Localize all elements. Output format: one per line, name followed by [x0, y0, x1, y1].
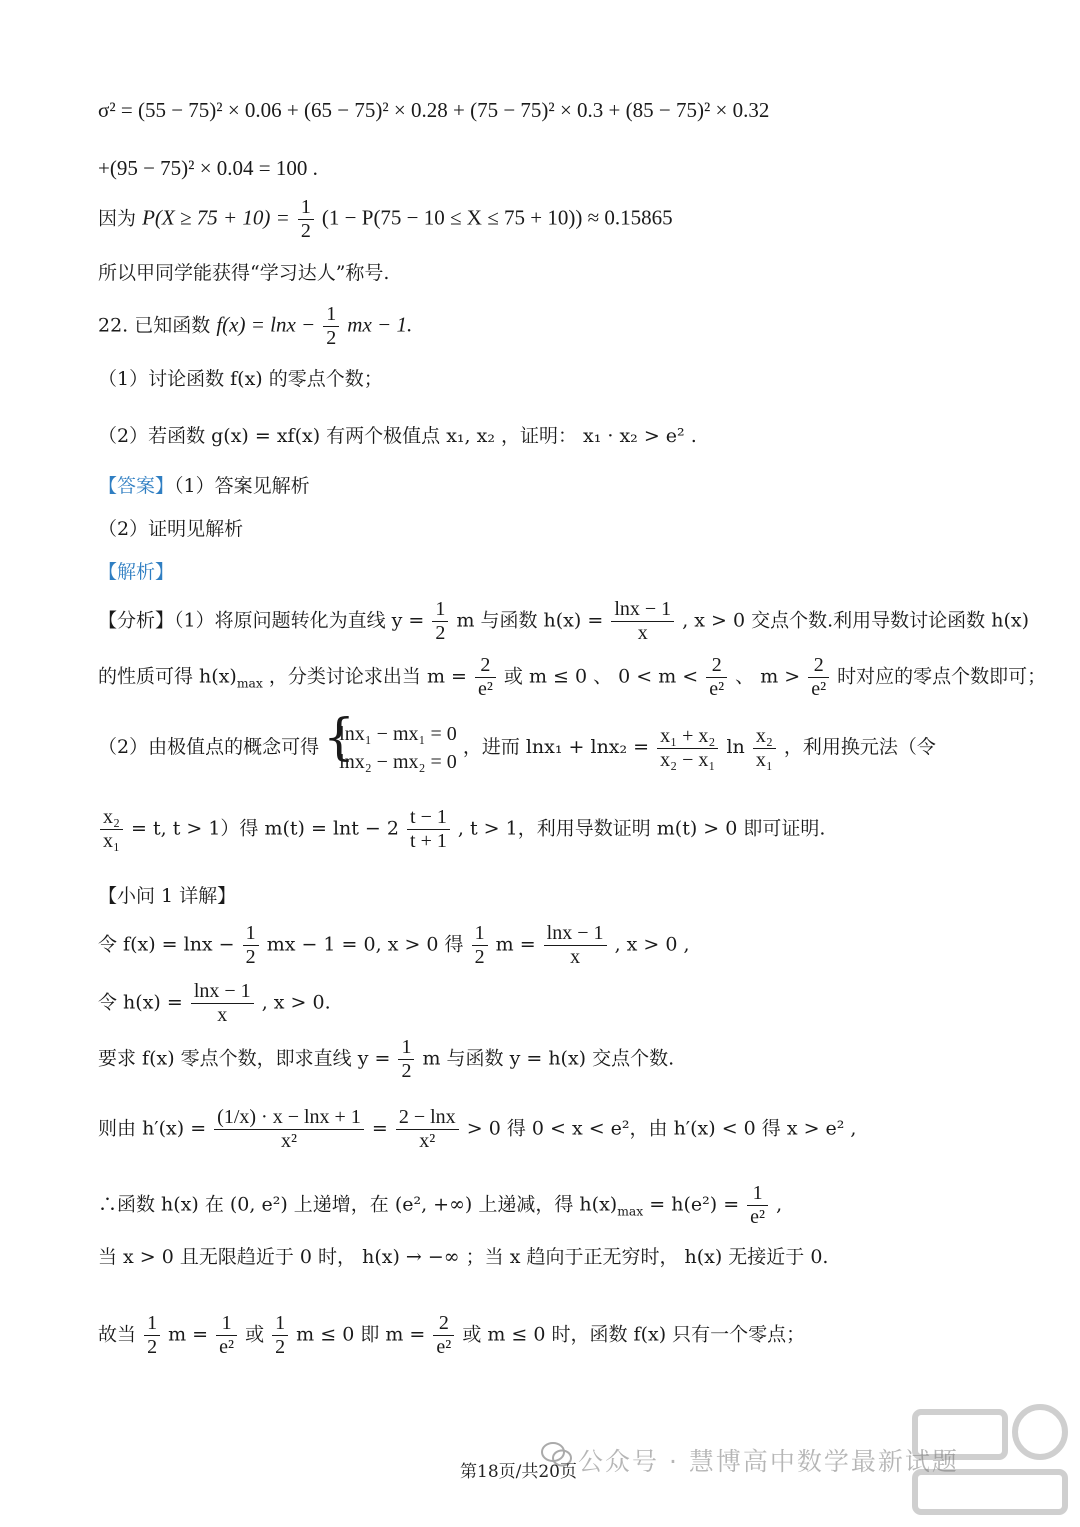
- fenxi-line-4: $\frac{\text{x₂}}{\text{x₁}}$ = t, t > 1）得 m(t) = lnt − 2 $\frac{t - 1}{t + 1}$ , t > 1，利用导数证明 m(t) > 0 即可证明.: [98, 806, 1020, 853]
- fenxi-line-1: 【分析】（1）将原问题转化为直线 y = $\frac{1}{2}$ m 与函数 h(x) = $\frac{\ln x - 1}{x}$ , x > 0 交点个数.利用导数讨论函数 h(x): [98, 598, 1029, 644]
- fenxi-line-2: 的性质可得 $h(x)_{max}$ ，分类讨论求出当 m = $\frac{2}{\text{e²}}$ 或 m ≤ 0 、 0 < m < $\frac{2}{\text{e²}}$ 、 m > $\frac{2}{\text{e²}}$ 时对应的零点个数即可；: [98, 654, 1047, 700]
- equation-system: { lnx₁ − mx₁ = 0 lnx₂ − mx₂ = 0: [325, 720, 457, 776]
- detail-line-7: 故当 $\frac{1}{2}$ m = $\frac{1}{\text{e²}}$ 或 $\frac{1}{2}$ m ≤ 0 即 m = $\frac{2}{\text{e²}}$ 或 m ≤ 0 时，函数 f(x) 只有一个零点；: [98, 1312, 806, 1358]
- half-fraction: $\frac{1}{2}$: [298, 196, 314, 243]
- detail-line-6: 当 x > 0 且无限趋近于 0 时， h(x) → −∞ ；当 x 趋向于正无穷时， h(x) 无接近于 0.: [98, 1246, 829, 1268]
- answer-line-2: （2）证明见解析: [98, 518, 244, 540]
- fenxi-tag: 【分析】: [98, 609, 175, 632]
- watermark-text: 公众号 · 慧博高中数学最新试题: [578, 1447, 959, 1476]
- page-number: 第18页/共20页: [460, 1462, 577, 1482]
- question-22: 22. 已知函数 f(x) = lnx − $\frac{1}{2}$ mx − 1.: [98, 303, 413, 349]
- detail-line-2: 令 h(x) = $\frac{\ln x - 1}{x}$ , x > 0.: [98, 980, 331, 1026]
- prob-prefix: 因为: [98, 207, 137, 230]
- analysis-tag: 【解析】: [98, 561, 175, 583]
- probability-line: [98, 196, 1020, 243]
- fenxi-line-3: （2）由极值点的概念可得 { lnx₁ − mx₁ = 0 lnx₂ − mx₂ = 0 ，进而 lnx₁ + lnx₂ = $\frac{\text{x₁ + x₂}}{\text{x₂ − x₁}}$ ln $\frac{\text{x₂}}{\text{x₁}}$ ，利用换元法（令: [98, 720, 1020, 776]
- prob-lhs: P(X ≥ 75 + 10) =: [142, 205, 290, 230]
- watermark-logo-icon: [905, 1392, 1070, 1522]
- answer-tag: 【答案】: [98, 475, 175, 497]
- prob-rhs: (1 − P(75 − 10 ≤ X ≤ 75 + 10)) ≈ 0.15865: [321, 205, 673, 230]
- conclusion-line: 所以甲同学能获得“学习达人”称号.: [98, 262, 390, 284]
- variance-line-2: +(95 − 75)² × 0.04 = 100 .: [98, 156, 318, 180]
- question-22-part-2: （2）若函数 g(x) = xf(x) 有两个极值点 x₁, x₂ ，证明： x₁ · x₂ > e² .: [98, 425, 697, 447]
- detail-line-1: 令 f(x) = lnx − $\frac{1}{2}$ mx − 1 = 0, x > 0 得 $\frac{1}{2}$ m = $\frac{\ln x - 1}{x}$ , x > 0 ,: [98, 922, 690, 968]
- question-22-part-1: （1）讨论函数 f(x) 的零点个数；: [98, 368, 383, 390]
- detail-line-3: 要求 f(x) 零点个数，即求直线 y = $\frac{1}{2}$ m 与函数 y = h(x) 交点个数.: [98, 1036, 675, 1082]
- detail-tag: 【小问 1 详解】: [98, 885, 237, 907]
- detail-line-4: 则由 h′(x) = $\frac{(1/x) \cdot x - \ln x + 1}{\text{x²}}$ = $\frac{2 - \ln x}{\text{x²}}$ > 0 得 0 < x < e²，由 h′(x) < 0 得 x > e² ,: [98, 1106, 857, 1152]
- variance-line-1: σ² = (55 − 75)² × 0.06 + (65 − 75)² × 0.28 + (75 − 75)² × 0.3 + (85 − 75)² × 0.32: [98, 98, 770, 122]
- answer-line-1: 【答案】（1）答案见解析: [98, 475, 310, 497]
- q22-fraction: $\frac{1}{2}$: [323, 303, 339, 350]
- detail-line-5: ∴函数 h(x) 在 (0, e²) 上递增，在 (e², +∞) 上递减，得 $h(x)_{max} = h(e^2)$ = $\frac{1}{\text{e²}}$ ,: [98, 1182, 783, 1228]
